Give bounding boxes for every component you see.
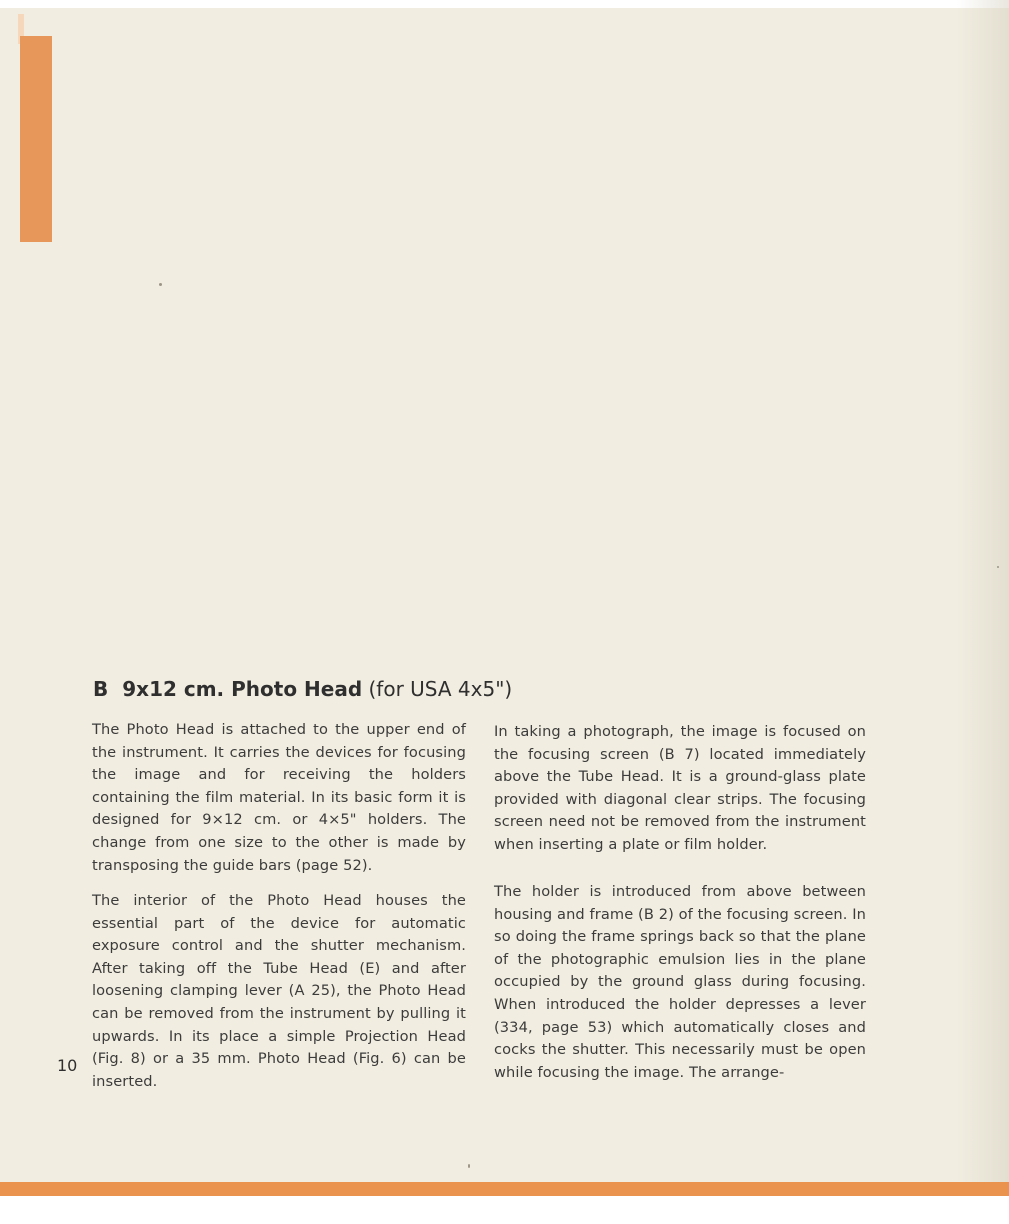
section-title: 9x12 cm. Photo Head: [122, 677, 363, 701]
scan-bottom-margin: [0, 1196, 1009, 1224]
orange-edge-tab: [20, 36, 52, 242]
paragraph-right-1: In taking a photograph, the image is focused on the focusing screen (B 7) located immediately above the Tube Head. It is a ground-glass plate provided with diagonal clear strips. The focusing screen need not be removed from the instrument when inserting a plate or film holder.: [494, 723, 866, 853]
orange-bottom-band: [0, 1182, 1009, 1196]
scan-top-margin: [0, 0, 1009, 8]
paper-speck: [468, 1164, 470, 1168]
paragraph-left-1: The Photo Head is attached to the upper end of the instrument. It carries the devices for focusing the image and for receiving the holders containing the film material. In its basic form it is designed for 9×12 cm. or 4×5" holders. The change from one size to the other is made by transposing the guide bars (page 52).: [92, 721, 466, 874]
paper-speck: [997, 566, 999, 568]
section-heading: [93, 677, 513, 701]
section-letter: B: [93, 677, 109, 701]
paragraph-right-2: The holder is introduced from above between housing and frame (B 2) of the focusing screen. In so doing the frame springs back so that the plane of the photographic emulsion lies in the plane occupied by the ground glass during focusing. When introduced the holder depresses a lever (334, page 53) which automatically closes and cocks the shutter. This necessarily must be open while focusing the image. The arrange-: [494, 883, 866, 1081]
paragraph-left-2: The interior of the Photo Head houses the essential part of the device for automatic exposure control and the shutter mechanism. After taking off the Tube Head (E) and after loosening clamping lever (A 25), the Photo Head can be removed from the instrument by pulling it upwards. In its place a simple Projection Head (Fig. 8) or a 35 mm. Photo Head (Fig. 6) can be inserted.: [92, 892, 466, 1090]
page-number: 10: [57, 1056, 78, 1075]
paper-speck: [159, 283, 162, 286]
scan-right-shadow: [957, 0, 1009, 1224]
section-subtitle: (for USA 4x5"): [368, 677, 513, 701]
